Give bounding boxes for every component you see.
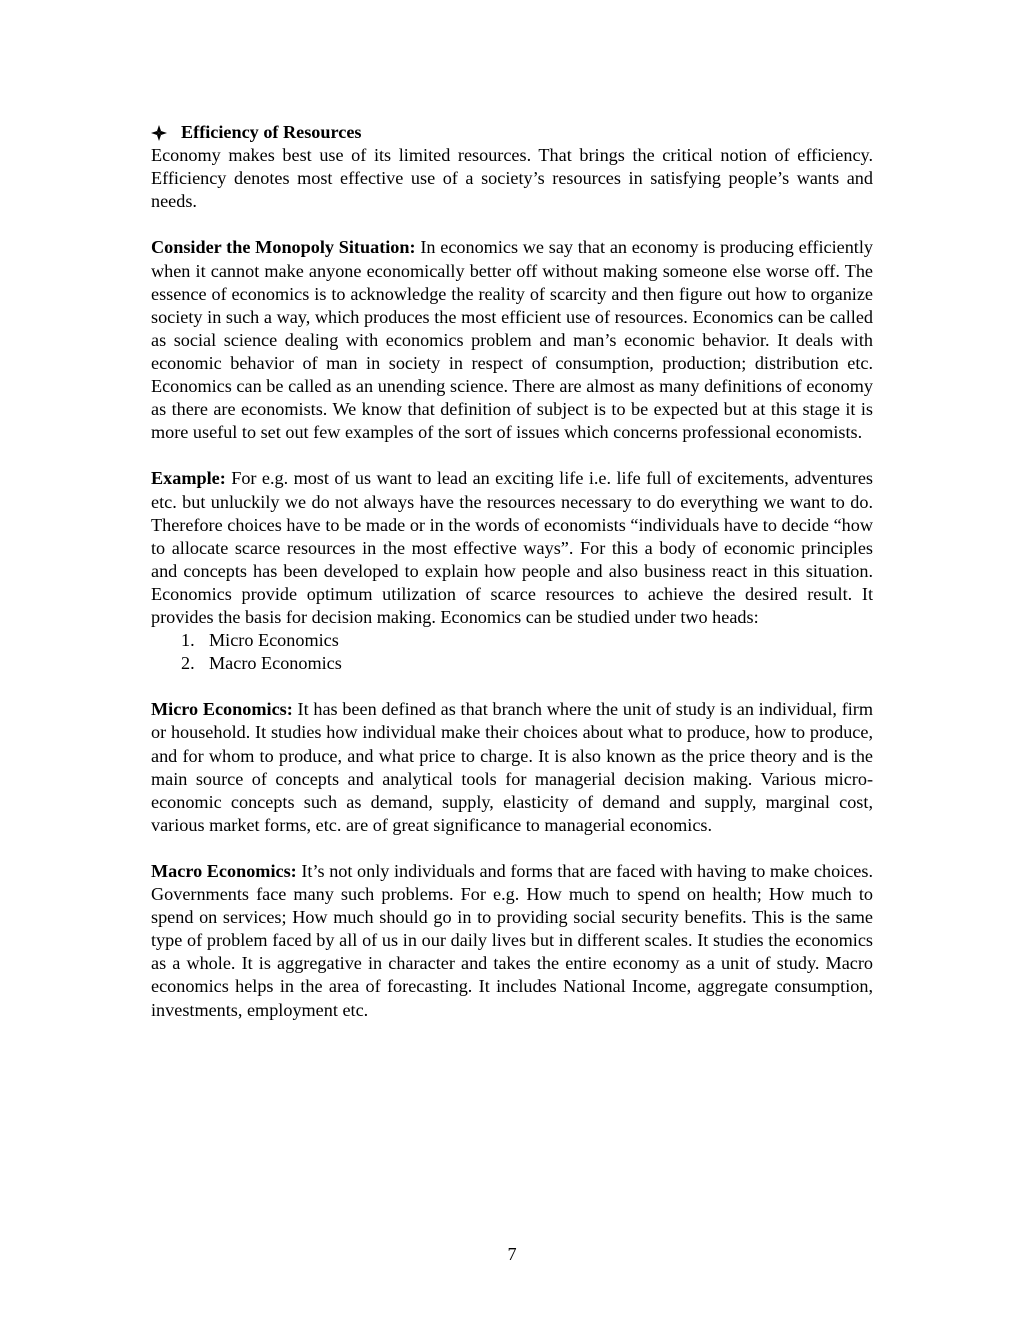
example-text: For e.g. most of us want to lead an exciting life i.e. life full of excitements, adventures etc. but unluckily we do not always have the resources necessary to do everything we want to do. Therefore choices have to be made or in the words of economists “individuals have to decide “how to allocate scarce resources in the most effective ways”. For this a body of economic principles and concepts has been developed to explain how people and also business react in this situation. Economics provide optimum utilization of scarce resources to achieve the desired result. It provides the basis for decision making. Economics can be studied under two heads: (151, 468, 873, 627)
micro-label: Micro Economics: (151, 699, 293, 720)
page-number: 7 (507, 1244, 517, 1264)
example-paragraph (151, 467, 873, 629)
macro-paragraph (151, 860, 873, 1022)
list-item (151, 652, 873, 675)
monopoly-text: In economics we say that an economy is producing efficiently when it cannot make anyone economically better off without making someone else worse off. The essence of economics is to acknowledge the reality of scarcity and then figure out how to organize society in such a way, which produces the most efficient use of resources. Economics can be called as social science dealing with economics problem and man’s economic behavior. It deals with economic behavior of man in society in respect of consumption, production; distribution etc. Economics can be called as an unending science. There are almost as many definitions of economy as there are economists. We know that definition of subject is to be expected but at this stage it is more useful to set out few examples of the sort of issues which concerns professional economists. (151, 237, 873, 443)
monopoly-paragraph (151, 236, 873, 444)
section-title: Efficiency of Resources (181, 122, 362, 142)
macro-text: It’s not only individuals and forms that are faced with having to make choices. Governments face many such problems. For e.g. How much to spend on health; How much to spend on services; How much should go in to providing social security benefits. This is the same type of problem faced by all of us in our daily lives but in different scales. It studies the economics as a whole. It is aggregative in character and takes the entire economy as a unit of study. Macro economics helps in the area of forecasting. It includes National Income, aggregate consumption, investments, employment etc. (151, 861, 873, 1020)
document-body (151, 121, 873, 1022)
list-item-number: 2. (181, 653, 195, 674)
example-label: Example: (151, 468, 226, 489)
list-item (151, 629, 873, 652)
economics-heads-list (151, 629, 873, 675)
intro-paragraph: Economy makes best use of its limited resources. That brings the critical notion of efficiency. Efficiency denotes most effective use of a society’s resources in satisfying people’s wants and needs. (151, 145, 873, 212)
list-item-label: Micro Economics (209, 630, 339, 651)
diamond-bullet-icon (151, 125, 167, 141)
macro-label: Macro Economics: (151, 861, 297, 881)
list-item-label: Macro Economics (209, 653, 342, 674)
micro-text: It has been defined as that branch where the unit of study is an individual, firm or household. It studies how individual make their choices about what to produce, how to produce, and for whom to produce, and what price to charge. It is also known as the price theory and is the main source of concepts and analytical tools for managerial decision making. Various micro-economic concepts such as demand, supply, elasticity of demand and supply, marginal cost, various market forms, etc. are of great significance to managerial economics. (151, 699, 874, 835)
micro-paragraph (151, 698, 873, 837)
section-heading (151, 121, 873, 144)
list-item-number: 1. (181, 630, 195, 651)
monopoly-label: Consider the Monopoly Situation: (151, 237, 416, 258)
